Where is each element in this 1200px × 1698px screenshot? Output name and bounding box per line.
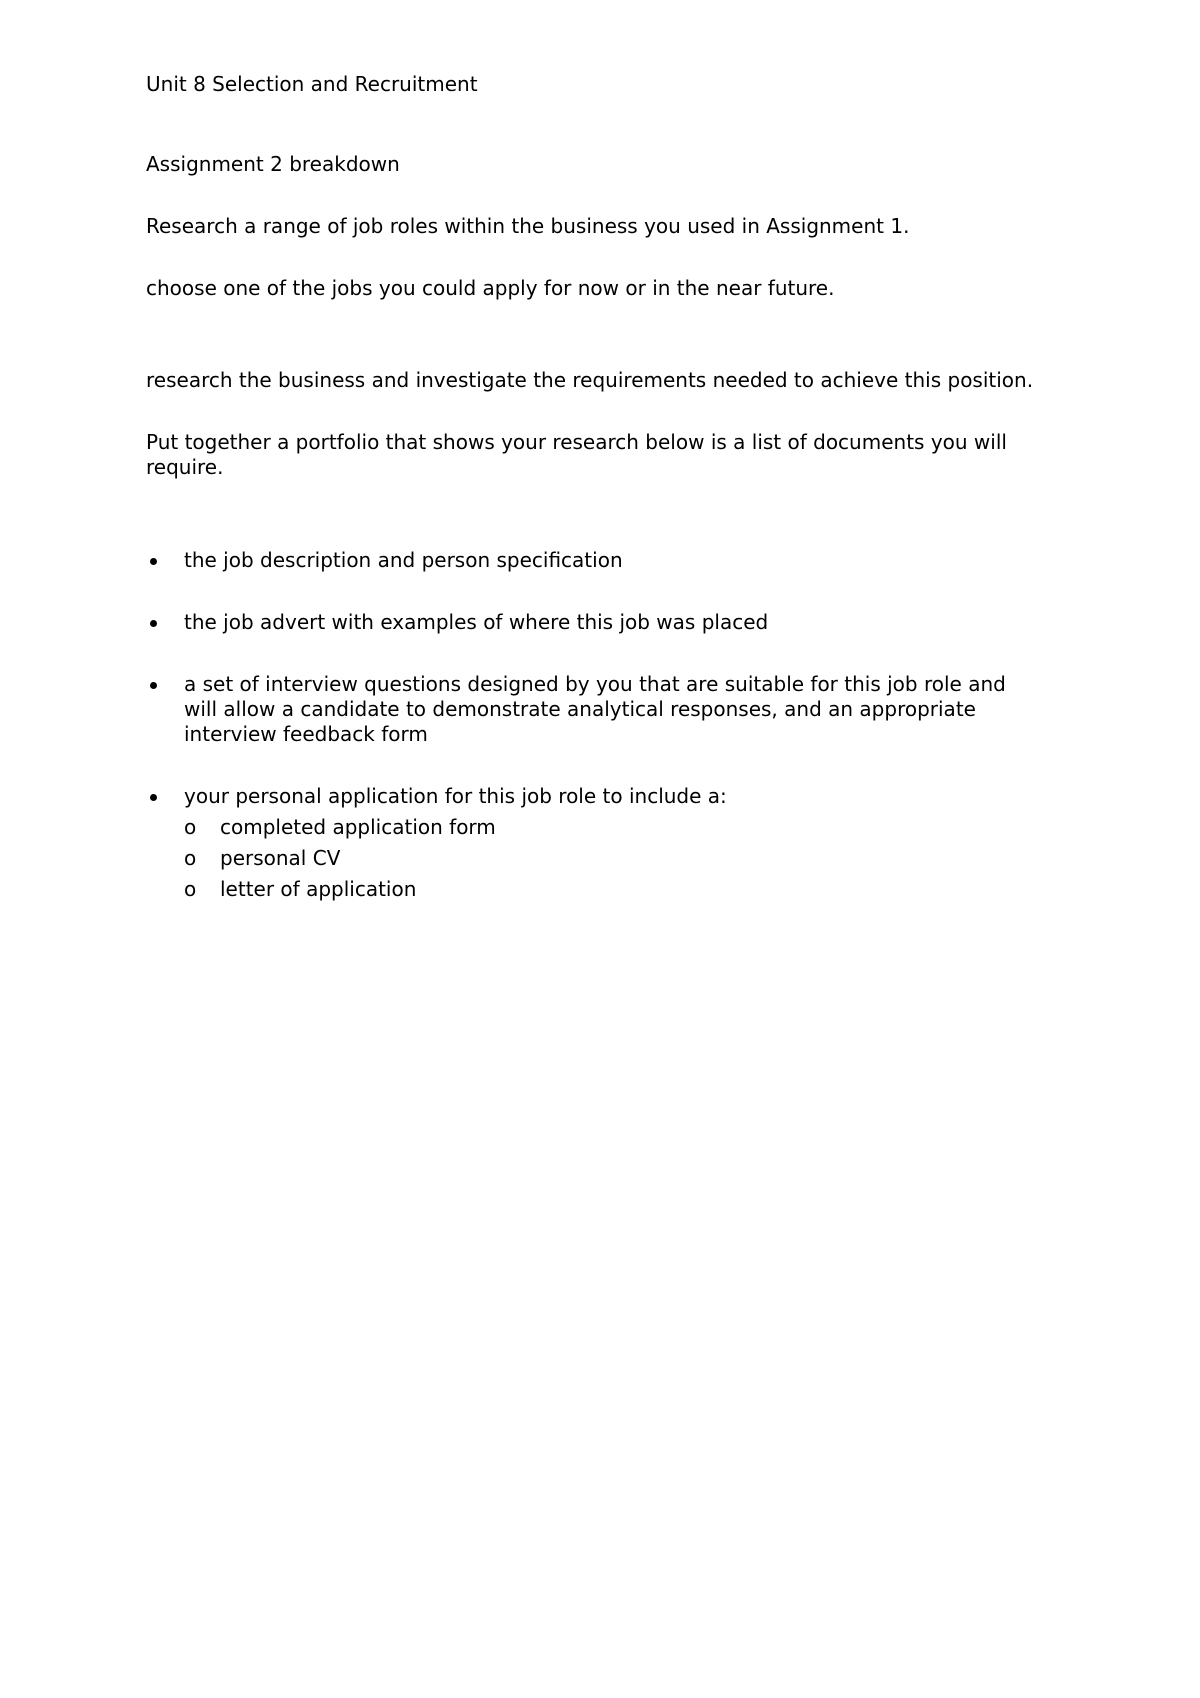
sub-bullet-marker: o	[184, 815, 197, 839]
paragraph-choose-job: choose one of the jobs you could apply for now or in the near future.	[146, 276, 835, 300]
sub-bullet-marker: o	[184, 877, 197, 901]
list-item-text: the job description and person specification	[184, 548, 623, 572]
sub-bullet-marker: o	[184, 846, 197, 870]
sub-list-item-text: personal CV	[220, 846, 341, 870]
document-title: Unit 8 Selection and Recruitment	[146, 72, 478, 96]
list-item-text: the job advert with examples of where this job was placed	[184, 610, 769, 634]
bullet-icon	[150, 682, 157, 689]
bullet-icon	[150, 620, 157, 627]
sub-list-item-text: completed application form	[220, 815, 496, 839]
bullet-icon	[150, 794, 157, 801]
paragraph-research-business: research the business and investigate the requirements needed to achieve this position.	[146, 368, 1034, 392]
bullet-icon	[150, 558, 157, 565]
sub-list-item-text: letter of application	[220, 877, 417, 901]
paragraph-research-roles: Research a range of job roles within the business you used in Assignment 1.	[146, 214, 910, 238]
paragraph-portfolio: Put together a portfolio that shows your research below is a list of documents you will require.	[146, 430, 1007, 479]
list-item-text: a set of interview questions designed by you that are suitable for this job role and will allow a candidate to demonstrate analytical responses, and an appropriate interview feedback form	[184, 672, 1006, 746]
document-subtitle: Assignment 2 breakdown	[146, 152, 400, 176]
list-item-text: your personal application for this job role to include a:	[184, 784, 727, 808]
